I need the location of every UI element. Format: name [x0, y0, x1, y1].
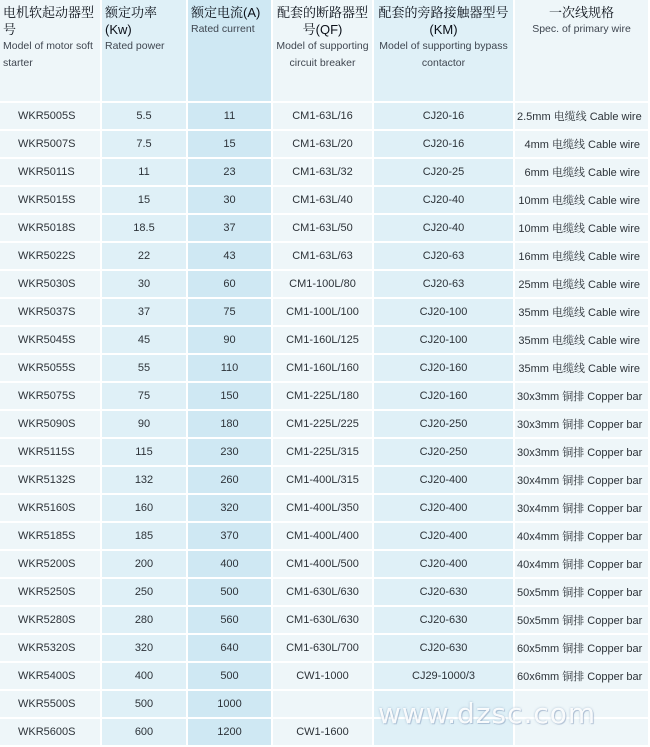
table-row — [0, 271, 650, 299]
cell-wire: 30x4mm 铜排 Copper bar — [515, 495, 650, 523]
header-current — [188, 0, 273, 103]
table-row — [0, 327, 650, 355]
cell-current: 90 — [188, 327, 273, 355]
table-row — [0, 551, 650, 579]
cell-current: 23 — [188, 159, 273, 187]
cell-breaker: CM1-225L/180 — [273, 383, 374, 411]
cell-wire: 50x5mm 铜排 Copper bar — [515, 579, 650, 607]
cell-breaker: CM1-400L/350 — [273, 495, 374, 523]
header-breaker — [273, 0, 374, 103]
cell-contactor: CJ20-400 — [374, 495, 515, 523]
cell-wire: 30x3mm 铜排 Copper bar — [515, 411, 650, 439]
cell-contactor — [374, 691, 515, 719]
cell-contactor: CJ20-160 — [374, 355, 515, 383]
header-current-zh: 额定电流(A) — [191, 5, 261, 20]
cell-breaker: CM1-160L/125 — [273, 327, 374, 355]
cell-power: 200 — [102, 551, 188, 579]
cell-wire: 10mm 电缆线 Cable wire — [515, 187, 650, 215]
cell-model: WKR5045S — [0, 327, 102, 355]
cell-model: WKR5090S — [0, 411, 102, 439]
cell-contactor: CJ20-400 — [374, 467, 515, 495]
cell-breaker: CM1-63L/63 — [273, 243, 374, 271]
cell-wire: 30x3mm 铜排 Copper bar — [515, 439, 650, 467]
table-row — [0, 215, 650, 243]
cell-contactor: CJ20-40 — [374, 215, 515, 243]
cell-current: 400 — [188, 551, 273, 579]
header-current-en: Rated current — [191, 23, 255, 35]
cell-current: 230 — [188, 439, 273, 467]
cell-power: 37 — [102, 299, 188, 327]
cell-model: WKR5280S — [0, 607, 102, 635]
cell-breaker — [273, 691, 374, 719]
cell-wire: 25mm 电缆线 Cable wire — [515, 271, 650, 299]
cell-current: 370 — [188, 523, 273, 551]
cell-contactor: CJ20-160 — [374, 383, 515, 411]
cell-contactor: CJ20-63 — [374, 243, 515, 271]
header-model-zh: 电机软起动器型号 — [3, 5, 95, 37]
cell-contactor: CJ20-25 — [374, 159, 515, 187]
cell-power: 22 — [102, 243, 188, 271]
header-wire-en: Spec. of primary wire — [532, 23, 631, 35]
cell-power: 500 — [102, 691, 188, 719]
cell-current: 320 — [188, 495, 273, 523]
table-row — [0, 187, 650, 215]
cell-contactor: CJ20-16 — [374, 131, 515, 159]
cell-model: WKR5030S — [0, 271, 102, 299]
cell-contactor: CJ20-250 — [374, 411, 515, 439]
cell-breaker: CM1-63L/16 — [273, 103, 374, 131]
cell-current: 1200 — [188, 719, 273, 747]
cell-breaker: CM1-630L/700 — [273, 635, 374, 663]
cell-power: 400 — [102, 663, 188, 691]
cell-model: WKR5250S — [0, 579, 102, 607]
cell-wire: 35mm 电缆线 Cable wire — [515, 299, 650, 327]
cell-breaker: CM1-400L/315 — [273, 467, 374, 495]
cell-current: 30 — [188, 187, 273, 215]
cell-current: 37 — [188, 215, 273, 243]
cell-current: 43 — [188, 243, 273, 271]
table-row — [0, 663, 650, 691]
cell-current: 11 — [188, 103, 273, 131]
cell-power: 132 — [102, 467, 188, 495]
cell-contactor: CJ20-16 — [374, 103, 515, 131]
cell-power: 185 — [102, 523, 188, 551]
cell-breaker: CM1-400L/500 — [273, 551, 374, 579]
cell-current: 1000 — [188, 691, 273, 719]
cell-wire: 4mm 电缆线 Cable wire — [515, 131, 650, 159]
cell-model: WKR5022S — [0, 243, 102, 271]
cell-contactor: CJ20-100 — [374, 299, 515, 327]
cell-breaker: CM1-400L/400 — [273, 523, 374, 551]
cell-wire: 60x6mm 铜排 Copper bar — [515, 663, 650, 691]
table-row — [0, 635, 650, 663]
table-row — [0, 103, 650, 131]
cell-power: 30 — [102, 271, 188, 299]
cell-contactor: CJ20-100 — [374, 327, 515, 355]
table-header — [0, 0, 650, 103]
cell-wire: 40x4mm 铜排 Copper bar — [515, 523, 650, 551]
cell-model: WKR5185S — [0, 523, 102, 551]
cell-model: WKR5015S — [0, 187, 102, 215]
cell-model: WKR5600S — [0, 719, 102, 747]
watermark-text: www.dzsc.com — [378, 697, 597, 730]
cell-breaker: CM1-63L/32 — [273, 159, 374, 187]
cell-contactor: CJ20-630 — [374, 607, 515, 635]
table-row — [0, 719, 650, 747]
header-contactor-en: Model of supporting bypass contactor — [379, 40, 508, 69]
cell-model: WKR5200S — [0, 551, 102, 579]
cell-power: 15 — [102, 187, 188, 215]
cell-model: WKR5037S — [0, 299, 102, 327]
cell-wire: 35mm 电缆线 Cable wire — [515, 355, 650, 383]
cell-wire: 6mm 电缆线 Cable wire — [515, 159, 650, 187]
cell-power: 320 — [102, 635, 188, 663]
cell-breaker: CM1-630L/630 — [273, 607, 374, 635]
cell-current: 110 — [188, 355, 273, 383]
cell-current: 500 — [188, 579, 273, 607]
cell-contactor: CJ20-250 — [374, 439, 515, 467]
cell-wire: 16mm 电缆线 Cable wire — [515, 243, 650, 271]
cell-breaker: CM1-100L/80 — [273, 271, 374, 299]
cell-power: 11 — [102, 159, 188, 187]
cell-contactor: CJ20-400 — [374, 551, 515, 579]
cell-breaker: CM1-225L/225 — [273, 411, 374, 439]
cell-breaker: CM1-63L/40 — [273, 187, 374, 215]
header-model-en: Model of motor soft starter — [3, 40, 93, 69]
cell-model: WKR5007S — [0, 131, 102, 159]
cell-breaker: CM1-63L/20 — [273, 131, 374, 159]
table-row — [0, 579, 650, 607]
table-row — [0, 243, 650, 271]
header-wire-zh: 一次线规格 — [548, 5, 614, 20]
table-row — [0, 523, 650, 551]
header-breaker-zh: 配套的断路器型号(QF) — [276, 5, 368, 37]
cell-contactor: CJ20-40 — [374, 187, 515, 215]
cell-model: WKR5005S — [0, 103, 102, 131]
table-row — [0, 691, 650, 719]
cell-current: 500 — [188, 663, 273, 691]
cell-breaker: CM1-630L/630 — [273, 579, 374, 607]
cell-model: WKR5132S — [0, 467, 102, 495]
header-contactor — [374, 0, 515, 103]
header-wire — [515, 0, 650, 103]
cell-power: 115 — [102, 439, 188, 467]
cell-model: WKR5011S — [0, 159, 102, 187]
cell-breaker: CW1-1600 — [273, 719, 374, 747]
table-row — [0, 299, 650, 327]
cell-breaker: CM1-100L/100 — [273, 299, 374, 327]
table-body — [0, 103, 650, 747]
cell-wire — [515, 719, 650, 747]
cell-wire: 40x4mm 铜排 Copper bar — [515, 551, 650, 579]
cell-power: 250 — [102, 579, 188, 607]
cell-power: 18.5 — [102, 215, 188, 243]
table-row — [0, 411, 650, 439]
cell-model: WKR5055S — [0, 355, 102, 383]
cell-model: WKR5075S — [0, 383, 102, 411]
cell-wire: 30x3mm 铜排 Copper bar — [515, 383, 650, 411]
cell-current: 75 — [188, 299, 273, 327]
cell-contactor: CJ20-630 — [374, 635, 515, 663]
header-power-zh: 额定功率(Kw) — [105, 5, 158, 37]
cell-current: 260 — [188, 467, 273, 495]
cell-power: 7.5 — [102, 131, 188, 159]
header-power — [102, 0, 188, 103]
cell-model: WKR5018S — [0, 215, 102, 243]
cell-power: 160 — [102, 495, 188, 523]
cell-current: 150 — [188, 383, 273, 411]
cell-model: WKR5160S — [0, 495, 102, 523]
header-breaker-en: Model of supporting circuit breaker — [276, 40, 369, 69]
cell-wire — [515, 691, 650, 719]
table-row — [0, 355, 650, 383]
table-row — [0, 607, 650, 635]
header-power-en: Rated power — [105, 40, 165, 52]
cell-wire: 50x5mm 铜排 Copper bar — [515, 607, 650, 635]
cell-current: 15 — [188, 131, 273, 159]
table-row — [0, 467, 650, 495]
cell-power: 75 — [102, 383, 188, 411]
table-row — [0, 439, 650, 467]
table-row — [0, 383, 650, 411]
cell-breaker: CW1-1000 — [273, 663, 374, 691]
table-row — [0, 495, 650, 523]
cell-breaker: CM1-63L/50 — [273, 215, 374, 243]
table-row — [0, 131, 650, 159]
cell-contactor: CJ20-630 — [374, 579, 515, 607]
cell-power: 5.5 — [102, 103, 188, 131]
cell-current: 640 — [188, 635, 273, 663]
cell-contactor: CJ29-1000/3 — [374, 663, 515, 691]
cell-model: WKR5400S — [0, 663, 102, 691]
header-model — [0, 0, 102, 103]
cell-current: 180 — [188, 411, 273, 439]
cell-contactor — [374, 719, 515, 747]
cell-power: 600 — [102, 719, 188, 747]
cell-power: 280 — [102, 607, 188, 635]
cell-wire: 60x5mm 铜排 Copper bar — [515, 635, 650, 663]
cell-wire: 2.5mm 电缆线 Cable wire — [515, 103, 650, 131]
cell-contactor: CJ20-63 — [374, 271, 515, 299]
cell-breaker: CM1-160L/160 — [273, 355, 374, 383]
cell-power: 55 — [102, 355, 188, 383]
cell-contactor: CJ20-400 — [374, 523, 515, 551]
cell-power: 90 — [102, 411, 188, 439]
cell-wire: 35mm 电缆线 Cable wire — [515, 327, 650, 355]
cell-model: WKR5500S — [0, 691, 102, 719]
header-contactor-zh: 配套的旁路接触器型号(KM) — [378, 5, 509, 37]
cell-current: 560 — [188, 607, 273, 635]
table-row — [0, 159, 650, 187]
cell-wire: 10mm 电缆线 Cable wire — [515, 215, 650, 243]
cell-model: WKR5320S — [0, 635, 102, 663]
cell-model: WKR5115S — [0, 439, 102, 467]
cell-current: 60 — [188, 271, 273, 299]
cell-breaker: CM1-225L/315 — [273, 439, 374, 467]
cell-power: 45 — [102, 327, 188, 355]
cell-wire: 30x4mm 铜排 Copper bar — [515, 467, 650, 495]
